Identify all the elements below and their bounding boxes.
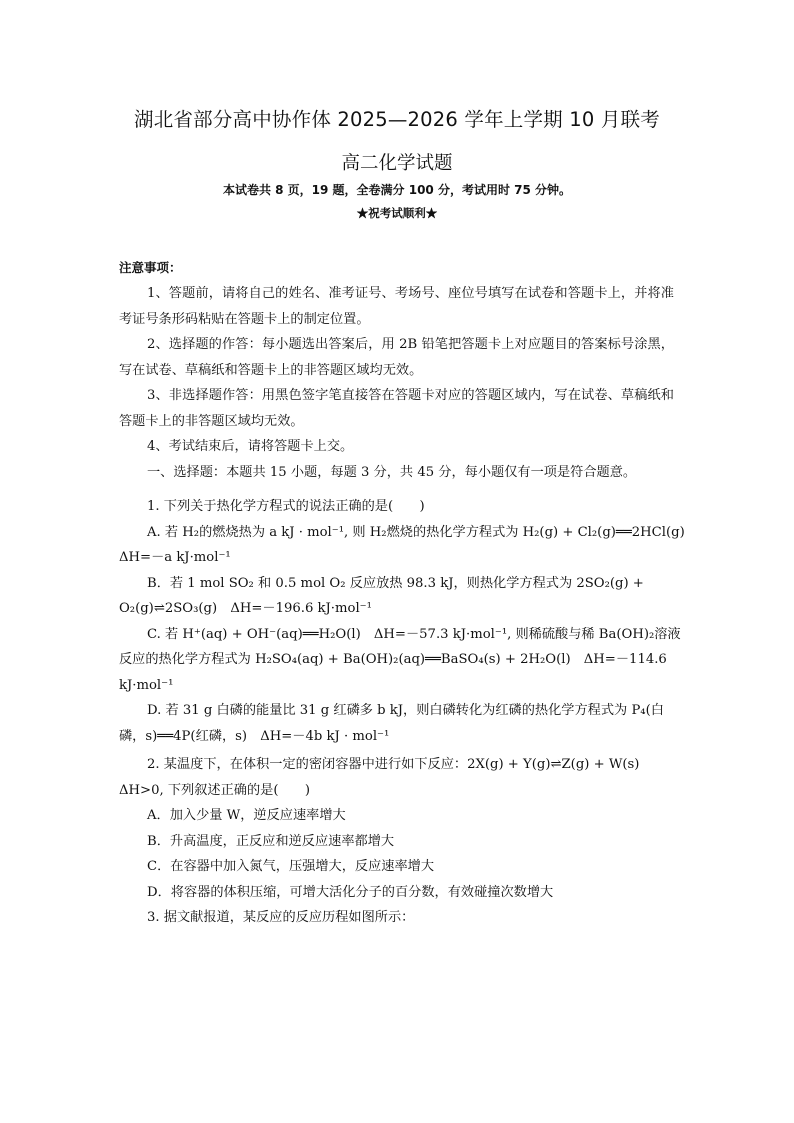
exam-title: 湖北省部分高中协作体 2025—2026 学年上学期 10 月联考 [134, 108, 660, 131]
option-a: A．加入少量 W，逆反应速率增大 [147, 808, 346, 823]
notice-item: 1、答题前，请将自己的姓名、准考证号、考场号、座位号填写在试卷和答题卡上，并将准考证号条形码粘贴在答题卡上的制定位置。 [119, 286, 674, 327]
option-c-cont: 反应的热化学方程式为 H₂SO₄(aq) + Ba(OH)₂(aq)══BaSO₄(s) + 2H₂O(l) ΔH=－114.6 [119, 652, 667, 667]
question-1 [119, 494, 685, 749]
good-luck-line: ★祝考试顺利★ [356, 206, 438, 220]
option-b: B．升高温度，正反应和逆反应速率都增大 [147, 833, 395, 849]
option-d: D. 若 31 g 白磷的能量比 31 g 红磷多 b kJ，则白磷转化为红磷的热化学方程式为 P₄(白 [147, 703, 664, 718]
option-d: D．将容器的体积压缩，可增大活化分子的百分数，有效碰撞次数增大 [147, 884, 554, 900]
question-stem-cont: ΔH>0, 下列叙述正确的是( ) [119, 782, 311, 798]
option-c: C. 若 H⁺(aq) + OH⁻(aq)══H₂O(l) ΔH=－57.3 kJ·mol⁻¹, 则稀硫酸与稀 Ba(OH)₂溶液 [147, 626, 681, 642]
question-stem: 2. 某温度下，在体积一定的密闭容器中进行如下反应：2X(g) + Y(g)⇌Z(g) + W(s) [147, 757, 640, 772]
option-b-cont: O₂(g)⇌2SO₃(g) ΔH=－196.6 kJ·mol⁻¹ [119, 601, 372, 616]
question-2 [119, 752, 674, 931]
option-a-cont: ΔH=－a kJ·mol⁻¹ [119, 550, 231, 565]
question-stem: 1. 下列关于热化学方程式的说法正确的是( ) [147, 499, 425, 514]
exam-subtitle: 高二化学试题 [341, 153, 453, 174]
option-c: C．在容器中加入氮气，压强增大，反应速率增大 [147, 859, 435, 874]
section-heading: 一、选择题：本题共 15 小题，每题 3 分，共 45 分，每小题仅有一项是符合题意。 [147, 464, 637, 480]
option-c-cont: kJ·mol⁻¹ [119, 677, 174, 693]
option-d-cont: 磷，s)══4P(红磷，s) ΔH=－4b kJ · mol⁻¹ [119, 728, 390, 744]
notice-item: 4、考试结束后，请将答题卡上交。 [147, 439, 354, 454]
exam-info: 本试卷共 8 页，19 题，全卷满分 100 分，考试用时 75 分钟。 [222, 183, 572, 197]
notice-item: 3、非选择题作答：用黑色签字笔直接答在答题卡对应的答题区域内，写在试卷、草稿纸和答题卡上的非答题区域均无效。 [119, 388, 674, 429]
notice-list [119, 281, 674, 485]
notice-item: 2、选择题的作答：每小题选出答案后，用 2B 铅笔把答题卡上对应题目的答案标号涂黑，写在试卷、草稿纸和答题卡上的非答题区域均无效。 [119, 337, 674, 378]
question-3-stem: 3. 据文献报道，某反应的反应历程如图所示： [147, 910, 415, 925]
notice-heading: 注意事项： [119, 260, 182, 275]
option-b: B．若 1 mol SO₂ 和 0.5 mol O₂ 反应放热 98.3 kJ，则热化学方程式为 2SO₂(g) + [147, 575, 644, 591]
option-a: A. 若 H₂的燃烧热为 a kJ · mol⁻¹, 则 H₂燃烧的热化学方程式为 H₂(g) + Cl₂(g)══2HCl(g) [147, 524, 685, 540]
